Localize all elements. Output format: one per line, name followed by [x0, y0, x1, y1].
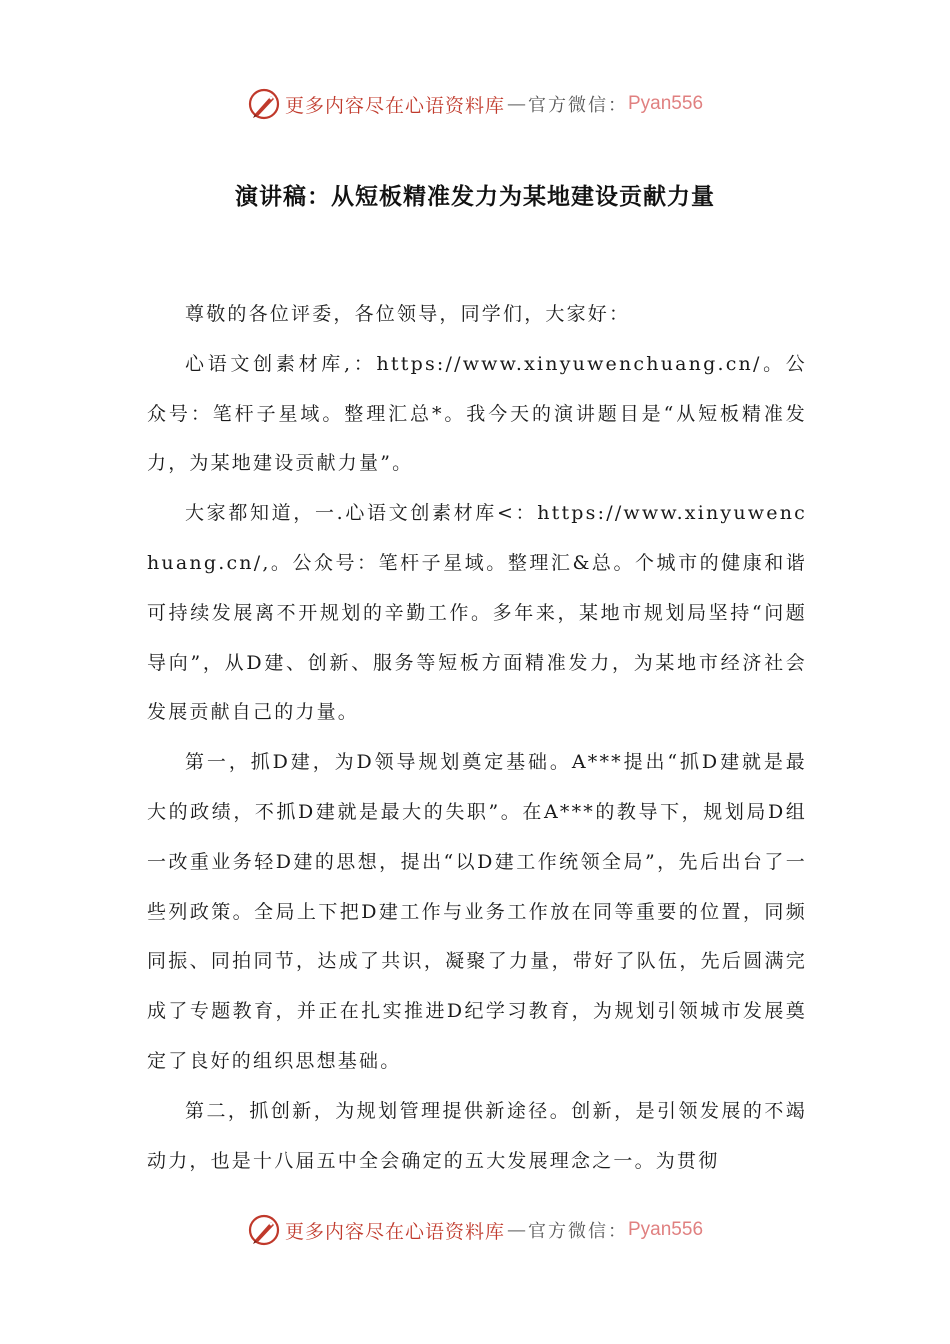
header-banner	[0, 82, 950, 126]
banner-dash: —	[507, 1219, 526, 1241]
paragraph-greeting: 尊敬的各位评委，各位领导，同学们，大家好：	[185, 303, 631, 325]
document-title: 演讲稿：从短板精准发力为某地建设贡献力量	[235, 183, 715, 210]
banner-site-text: 更多内容尽在心语资料库	[284, 1220, 505, 1243]
banner-wechat-label: 官方微信：	[528, 95, 628, 116]
paragraph-overview: 大家都知道，一.心语文创素材库<：https://www.xinyuwenchuang.cn/,。公众号：笔杆子星域。整理汇&总。个城市的健康和谐可持续发展离不开规划的辛勤工作。多年来，某地市规划局坚持“问题导向”，从D建、创新、服务等短板方面精准发力，为某地市经济社会发展贡献自己的力量。	[147, 502, 807, 724]
footer-banner	[0, 1208, 950, 1252]
document-body	[147, 290, 807, 1186]
banner-wechat-id: Pyan556	[628, 1219, 704, 1240]
paragraph-intro: 心语文创素材库,：https://www.xinyuwenchuang.cn/。公众号：笔杆子星域。整理汇总*。我今天的演讲题目是“从短板精准发力，为某地建设贡献力量”。	[147, 352, 807, 475]
banner-wechat-id: Pyan556	[628, 93, 704, 114]
paragraph-point-two: 第二，抓创新，为规划管理提供新途径。创新，是引领发展的不竭动力，也是十八届五中全会确定的五大发展理念之一。为贯彻	[147, 1099, 807, 1172]
paragraph-point-one: 第一，抓D建，为D领导规划奠定基础。A***提出“抓D建就是最大的政绩，不抓D建就是最大的失职”。在A***的教导下，规划局D组一改重业务轻D建的思想，提出“以D建工作统领全局”，先后出台了一些列政策。全局上下把D建工作与业务工作放在同等重要的位置，同频同振、同拍同节，达成了共识，凝聚了力量，带好了队伍，先后圆满完成了专题教育，并正在扎实推进D纪学习教育，为规划引领城市发展奠定了良好的组织思想基础。	[147, 751, 807, 1072]
banner-wechat-label: 官方微信：	[528, 1221, 628, 1242]
banner-dash: —	[507, 93, 526, 115]
banner-site-text: 更多内容尽在心语资料库	[284, 94, 505, 117]
pen-logo-icon	[247, 87, 281, 121]
pen-logo-icon	[247, 1213, 281, 1247]
